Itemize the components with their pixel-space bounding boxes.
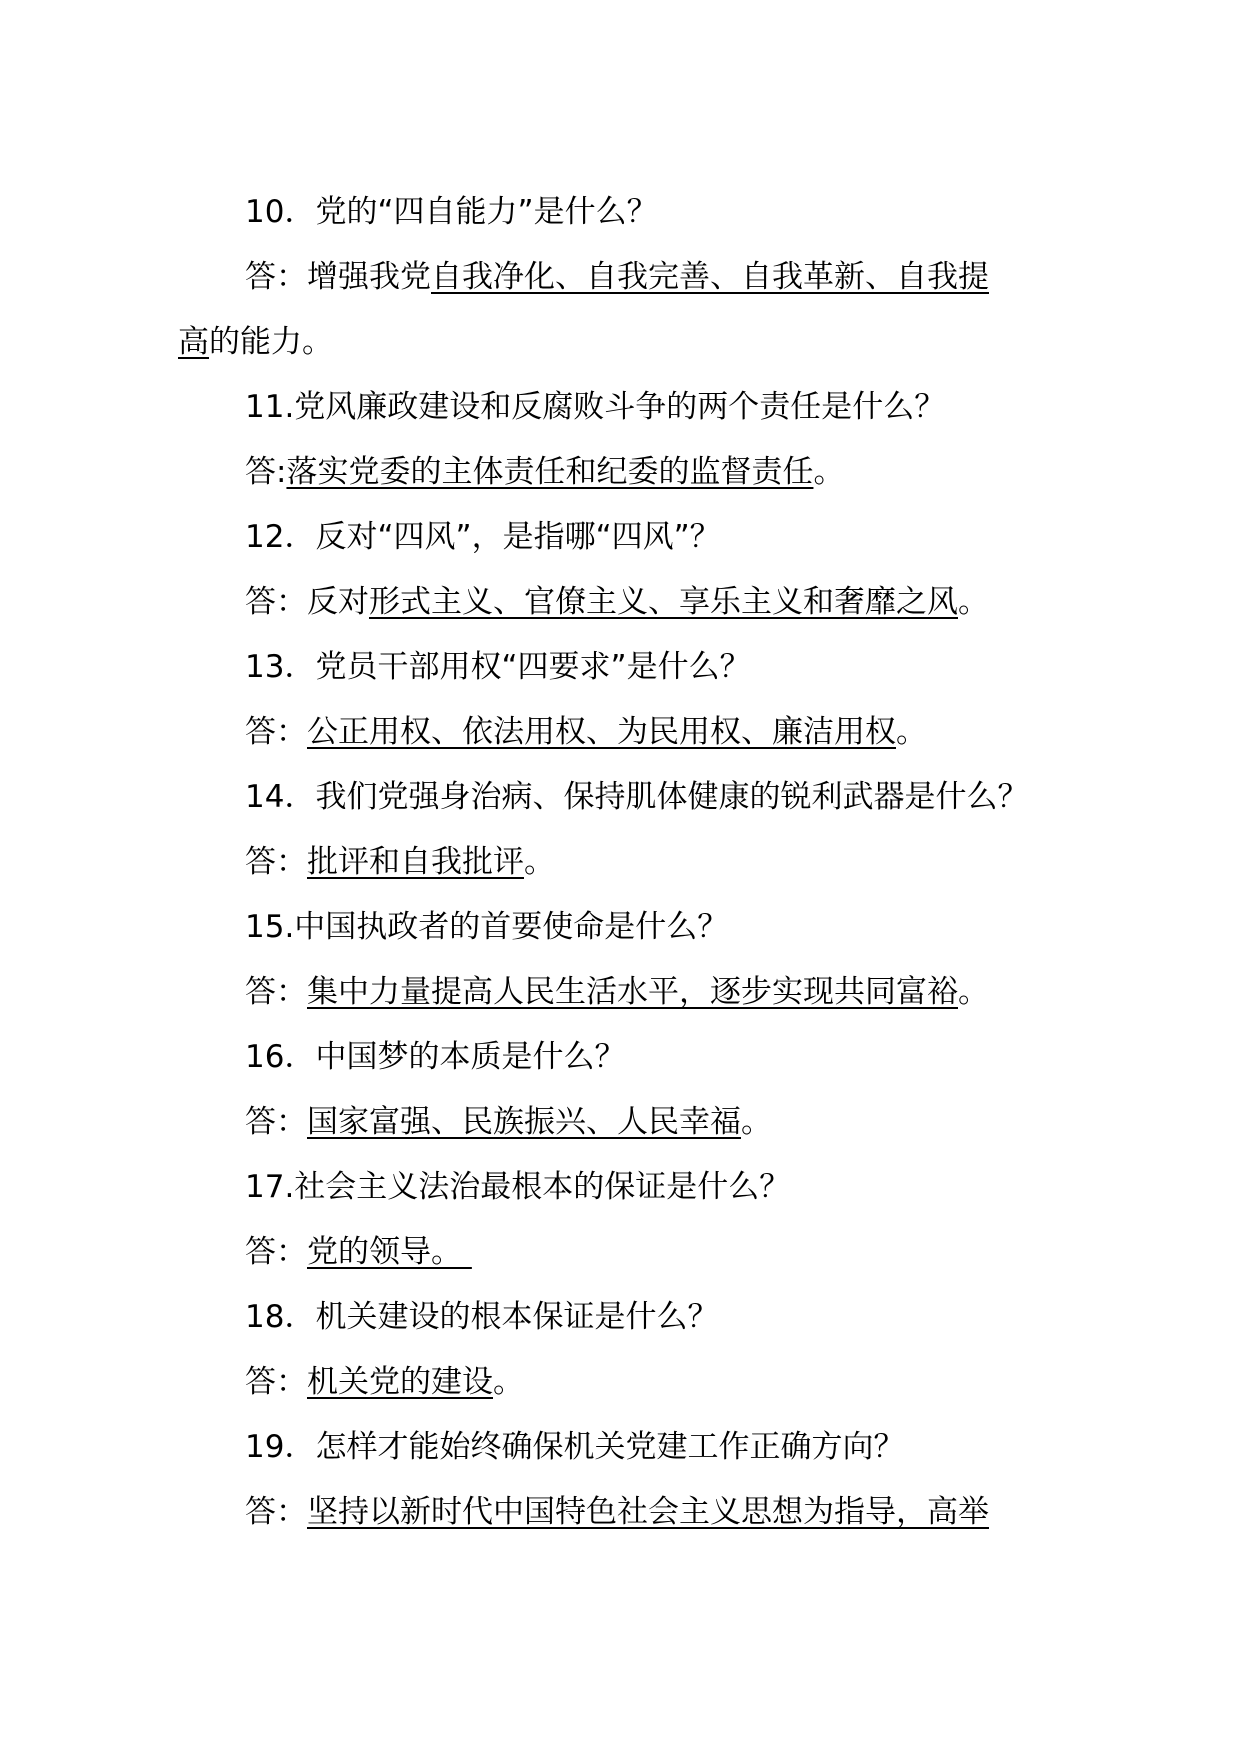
answer-suffix: 。 — [896, 714, 927, 750]
answer-18 — [178, 1350, 1078, 1415]
answer-underlined: 高 — [178, 324, 209, 360]
answer-13 — [178, 700, 1078, 765]
answer-10-line-1 — [178, 245, 1078, 310]
answer-prefix: 答： — [245, 1104, 307, 1140]
question-10 — [178, 180, 1078, 245]
answer-12 — [178, 570, 1078, 635]
answer-underlined: 坚持以新时代中国特色社会主义思想为指导，高举 — [307, 1494, 989, 1530]
answer-underlined: 批评和自我批评 — [307, 844, 524, 880]
question-text: 18．机关建设的根本保证是什么？ — [245, 1299, 719, 1335]
answer-suffix: 。 — [958, 974, 989, 1010]
question-18 — [178, 1285, 1078, 1350]
answer-15 — [178, 960, 1078, 1025]
question-text: 10．党的“四自能力”是什么？ — [245, 194, 658, 230]
answer-10-line-2 — [178, 310, 1078, 375]
answer-14 — [178, 830, 1078, 895]
answer-underlined: 党的领导。 — [307, 1234, 472, 1270]
question-14 — [178, 765, 1078, 830]
answer-underlined: 形式主义、官僚主义、享乐主义和奢靡之风 — [369, 584, 958, 620]
answer-suffix: 。 — [813, 454, 845, 490]
question-text: 17.社会主义法治最根本的保证是什么？ — [245, 1169, 791, 1205]
question-17 — [178, 1155, 1078, 1220]
question-text: 12．反对“四风”，是指哪“四风”？ — [245, 519, 721, 555]
qa-text-block — [178, 180, 1078, 1545]
answer-16 — [178, 1090, 1078, 1155]
answer-prefix: 答： — [245, 1234, 307, 1270]
answer-prefix: 答：反对 — [245, 584, 369, 620]
answer-prefix: 答： — [245, 1494, 307, 1530]
answer-underlined: 落实党委的主体责任和纪委的监督责任 — [286, 454, 814, 490]
answer-suffix: 。 — [493, 1364, 524, 1400]
answer-prefix: 答：增强我党 — [245, 259, 431, 295]
question-text: 16．中国梦的本质是什么？ — [245, 1039, 626, 1075]
answer-underlined: 自我净化、自我完善、自我革新、自我提 — [431, 259, 989, 295]
question-text: 19．怎样才能始终确保机关党建工作正确方向？ — [245, 1429, 905, 1465]
answer-suffix: 的能力。 — [209, 324, 333, 360]
question-19 — [178, 1415, 1078, 1480]
answer-underlined: 集中力量提高人民生活水平，逐步实现共同富裕 — [307, 974, 958, 1010]
answer-underlined: 机关党的建设 — [307, 1364, 493, 1400]
question-16 — [178, 1025, 1078, 1090]
question-text: 14．我们党强身治病、保持肌体健康的锐利武器是什么？ — [245, 779, 1029, 815]
answer-suffix: 。 — [958, 584, 989, 620]
answer-underlined: 国家富强、民族振兴、人民幸福 — [307, 1104, 741, 1140]
question-text: 15.中国执政者的首要使命是什么？ — [245, 909, 729, 945]
answer-prefix: 答： — [245, 844, 307, 880]
question-13 — [178, 635, 1078, 700]
answer-suffix: 。 — [741, 1104, 772, 1140]
question-text: 11.党风廉政建设和反腐败斗争的两个责任是什么？ — [245, 389, 946, 425]
answer-prefix: 答： — [245, 1364, 307, 1400]
answer-prefix: 答： — [245, 974, 307, 1010]
answer-suffix: 。 — [524, 844, 555, 880]
answer-prefix: 答： — [245, 714, 307, 750]
answer-19 — [178, 1480, 1078, 1545]
question-12 — [178, 505, 1078, 570]
answer-underlined: 公正用权、依法用权、为民用权、廉洁用权 — [307, 714, 896, 750]
answer-prefix: 答: — [245, 454, 287, 490]
question-text: 13．党员干部用权“四要求”是什么？ — [245, 649, 751, 685]
question-15 — [178, 895, 1078, 960]
question-11 — [178, 375, 1078, 440]
answer-11 — [178, 440, 1078, 505]
answer-17 — [178, 1220, 1078, 1285]
